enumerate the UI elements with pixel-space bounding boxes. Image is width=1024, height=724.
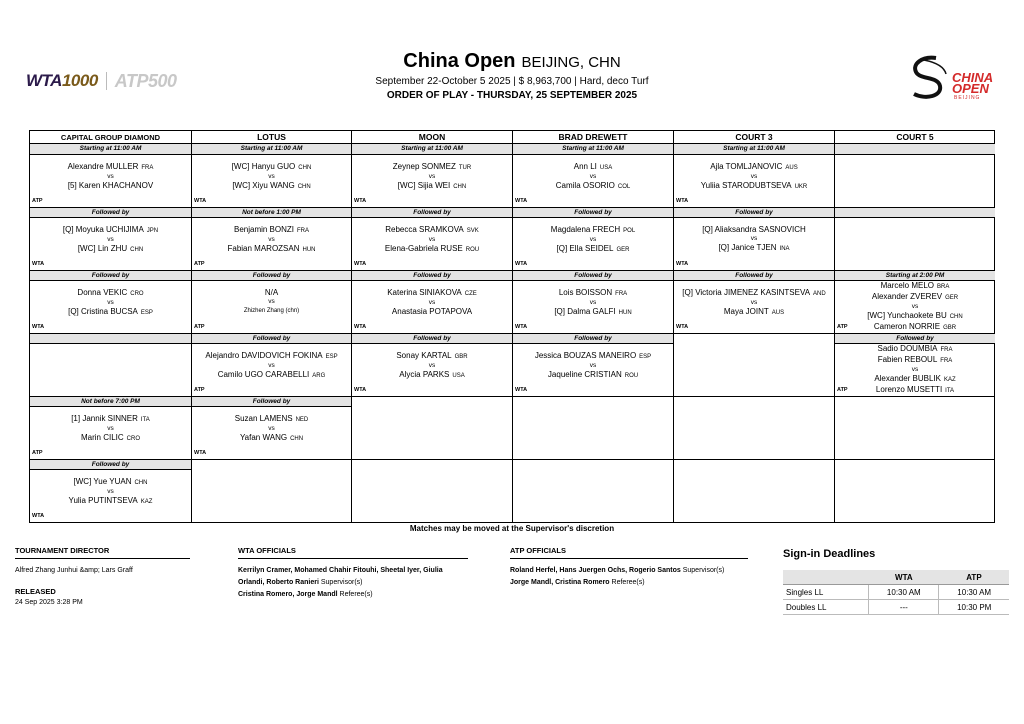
slot-time-bar: Followed by xyxy=(513,270,673,281)
country-code: FRA xyxy=(297,228,310,234)
country-code: ITA xyxy=(140,417,150,423)
atp-supervisor-names: Roland Herfel, Hans Juergen Ochs, Rogerio Santos xyxy=(510,567,681,574)
slot-time-bar: Not before 7:00 PM xyxy=(30,396,191,407)
player-name: [Q] Dalma GALFI xyxy=(554,307,616,316)
singles-match xyxy=(352,351,512,381)
player-line xyxy=(835,374,995,385)
vs-label: vs xyxy=(428,299,436,306)
player-name: N/A xyxy=(264,288,279,297)
player-line xyxy=(513,351,673,362)
country-code: CHN xyxy=(298,165,312,171)
vs-label: vs xyxy=(428,362,436,369)
country-code: JPN xyxy=(146,228,159,234)
player-line xyxy=(192,351,351,362)
empty-cell-divider xyxy=(513,459,673,460)
player-line xyxy=(352,307,512,317)
singles-match xyxy=(352,225,512,255)
player-line xyxy=(30,162,191,173)
signin-title: Sign-in Deadlines xyxy=(783,548,876,560)
atp-referee-role: Referee(s) xyxy=(611,579,645,586)
sponsor-logos xyxy=(26,70,176,92)
country-code: USA xyxy=(599,165,613,171)
player-name: Lois BOISSON xyxy=(558,288,613,297)
player-name: Zeynep SONMEZ xyxy=(392,162,456,171)
signin-row: Doubles LL --- 10:30 PM xyxy=(783,600,1009,615)
slot-time-bar: Followed by xyxy=(192,270,351,281)
wta-supervisor-role: Supervisor(s) xyxy=(320,579,363,586)
player-line xyxy=(674,307,834,318)
china-open-logo: CHINA OPEN BEIJING xyxy=(904,52,1004,102)
court-header: COURT 5 xyxy=(835,131,995,144)
singles-match xyxy=(30,477,191,507)
country-code: KAZ xyxy=(140,499,153,505)
singles-match xyxy=(192,288,351,316)
player-name: Ann LI xyxy=(573,162,597,171)
player-line xyxy=(30,244,191,255)
title-block xyxy=(300,50,724,101)
player-name: Marin CILIC xyxy=(80,433,124,442)
singles-match xyxy=(513,288,673,318)
player-line xyxy=(192,225,351,236)
tour-label: ATP xyxy=(32,450,43,456)
slot-time-bar: Followed by xyxy=(352,333,512,344)
player-name: Ajla TOMLJANOVIC xyxy=(710,162,783,171)
signin-row: Singles LL 10:30 AM 10:30 AM xyxy=(783,585,1009,600)
court-column xyxy=(673,131,834,522)
singles-match xyxy=(352,162,512,192)
slot-time-bar: Followed by xyxy=(513,333,673,344)
player-line xyxy=(352,244,512,255)
singles-match xyxy=(30,225,191,255)
player-line xyxy=(674,225,834,235)
player-name: Alycia PARKS xyxy=(399,370,450,379)
vs-label: vs xyxy=(428,173,436,180)
player-name: Yulia PUTINTSEVA xyxy=(68,496,138,505)
td-names: Alfred Zhang Junhui &amp; Lars Graff xyxy=(15,567,133,574)
player-line xyxy=(192,433,351,444)
player-line xyxy=(513,244,673,255)
player-line xyxy=(513,181,673,192)
player-line xyxy=(192,244,351,255)
empty-cell-divider xyxy=(674,396,834,397)
country-code: HUN xyxy=(302,247,316,253)
td-title: TOURNAMENT DIRECTOR xyxy=(15,546,190,559)
tour-label: WTA xyxy=(676,198,689,204)
country-code: FRA xyxy=(141,165,154,171)
empty-cell-divider xyxy=(352,396,512,397)
doubles-match xyxy=(835,344,995,396)
atp-supervisor-role: Supervisor(s) xyxy=(682,567,725,574)
supervisor-note: Matches may be moved at the Supervisor's discretion xyxy=(409,524,615,533)
country-code: KAZ xyxy=(944,377,956,383)
country-code: GBR xyxy=(454,354,468,360)
tour-label: WTA xyxy=(32,261,45,267)
signin-deadlines xyxy=(783,548,1009,615)
vs-label: vs xyxy=(107,488,114,495)
vs-label: vs xyxy=(268,236,275,243)
country-code: CHN xyxy=(949,314,963,320)
country-code: SVK xyxy=(466,228,479,234)
country-code: CRO xyxy=(130,291,144,297)
tour-label: ATP xyxy=(194,387,205,393)
singles-match xyxy=(192,414,351,444)
vs-label: vs xyxy=(107,425,114,432)
slot-time-bar: Followed by xyxy=(30,459,191,470)
player-name: Zhizhen Zhang (chn) xyxy=(243,308,300,314)
slot-time-bar xyxy=(835,144,995,155)
slot-time-bar xyxy=(30,333,191,344)
tour-label: WTA xyxy=(515,198,528,204)
vs-label: vs xyxy=(268,425,275,432)
slot-time-bar: Followed by xyxy=(674,207,834,218)
order-of-play-grid xyxy=(29,130,995,523)
singles-match xyxy=(513,225,673,255)
tour-label: WTA xyxy=(515,324,528,330)
player-line xyxy=(835,355,995,366)
slot-time-bar: Followed by xyxy=(352,207,512,218)
wta-officials-title: WTA OFFICIALS xyxy=(238,546,468,559)
player-line xyxy=(30,288,191,299)
country-code: GER xyxy=(616,247,630,253)
empty-cell-divider xyxy=(835,459,995,460)
vs-label: vs xyxy=(589,362,597,369)
player-line xyxy=(674,181,834,192)
country-code: FRA xyxy=(940,358,953,364)
empty-cell-divider xyxy=(835,396,995,397)
slot-time-bar: Not before 1:00 PM xyxy=(192,207,351,218)
country-code: ESP xyxy=(140,310,153,316)
vs-label: vs xyxy=(750,235,758,242)
player-name: Donna VEKIC xyxy=(77,288,128,297)
court-header: LOTUS xyxy=(192,131,351,144)
player-line xyxy=(192,181,351,192)
player-name: [1] Jannik SINNER xyxy=(71,414,138,423)
player-line xyxy=(352,370,512,381)
atp-referee-names: Jorge Mandl, Cristina Romero xyxy=(510,579,610,586)
vs-label: vs xyxy=(911,366,919,373)
wta-referee-names: Cristina Romero, Jorge Mandl xyxy=(238,591,338,598)
signin-header-row: WTA ATP xyxy=(783,570,1009,585)
player-name: Lorenzo MUSETTI xyxy=(875,385,943,394)
country-code: CHN xyxy=(453,184,467,190)
tour-label: ATP xyxy=(32,198,43,204)
empty-cell-divider xyxy=(192,459,351,460)
court-header: CAPITAL GROUP DIAMOND xyxy=(30,131,191,144)
tour-label: WTA xyxy=(676,261,689,267)
player-line xyxy=(674,288,834,299)
player-line xyxy=(192,370,351,381)
player-name: Alexander BUBLIK xyxy=(874,374,942,383)
country-code: CRO xyxy=(126,436,141,442)
empty-cell-divider xyxy=(674,459,834,460)
country-code: ESP xyxy=(639,354,652,360)
country-code: ITA xyxy=(945,388,955,394)
slot-time-bar: Starting at 11:00 AM xyxy=(30,144,191,155)
singles-match xyxy=(192,225,351,255)
tour-label: WTA xyxy=(676,324,689,330)
court-column xyxy=(512,131,673,522)
tournament-details: September 22-October 5 2025 | $ 8,963,700 | Hard, deco Turf xyxy=(375,76,649,87)
player-name: Fabien REBOUL xyxy=(877,355,938,364)
court-column xyxy=(351,131,512,522)
player-name: [WC] Xiyu WANG xyxy=(232,181,295,190)
player-line xyxy=(513,288,673,299)
court-column xyxy=(834,131,995,522)
country-code: UKR xyxy=(794,184,808,190)
singles-match xyxy=(674,288,834,318)
tour-label: WTA xyxy=(354,387,367,393)
player-name: Sadio DOUMBIA xyxy=(877,344,938,353)
country-code: BRA xyxy=(937,284,950,290)
slot-time-bar: Followed by xyxy=(513,207,673,218)
vs-label: vs xyxy=(589,236,597,243)
country-code: CHN xyxy=(134,480,148,486)
slot-time-bar: Followed by xyxy=(192,333,351,344)
atp-500-logo: ATP500 xyxy=(114,70,177,91)
tour-label: WTA xyxy=(515,261,528,267)
tour-label: WTA xyxy=(32,513,45,519)
country-code: ROU xyxy=(624,373,639,379)
player-line xyxy=(513,370,673,381)
tour-label: WTA xyxy=(515,387,528,393)
country-code: CHN xyxy=(130,247,144,253)
player-name: Benjamin BONZI xyxy=(233,225,295,234)
tournament-title: China Open BEIJING, CHN xyxy=(403,50,621,72)
vs-label: vs xyxy=(589,299,597,306)
vs-label: vs xyxy=(107,173,114,180)
country-code: CHN xyxy=(297,184,311,190)
slot-time-bar: Starting at 2:00 PM xyxy=(835,270,995,281)
player-line xyxy=(192,162,351,173)
player-name: [Q] Janice TJEN xyxy=(718,243,777,252)
tour-label: WTA xyxy=(354,198,367,204)
player-name: Sonay KARTAL xyxy=(396,351,452,360)
order-of-play-title: ORDER OF PLAY - THURSDAY, 25 SEPTEMBER 2025 xyxy=(386,90,638,101)
slot-time-bar: Starting at 11:00 AM xyxy=(192,144,351,155)
atp-officials-section xyxy=(510,546,748,589)
player-line xyxy=(30,181,191,191)
player-line xyxy=(30,307,191,318)
player-name: Camilo UGO CARABELLI xyxy=(217,370,310,379)
player-line xyxy=(835,292,995,303)
vs-label: vs xyxy=(750,299,758,306)
player-line xyxy=(30,414,191,425)
tour-label: ATP xyxy=(837,387,848,393)
slot-time-bar: Followed by xyxy=(674,270,834,281)
tour-label: ATP xyxy=(194,324,205,330)
country-code: AND xyxy=(813,291,826,297)
player-line xyxy=(835,344,995,355)
singles-match xyxy=(192,162,351,192)
player-name: Marcelo MELO xyxy=(880,281,934,290)
country-code: COL xyxy=(617,184,631,190)
vs-label: vs xyxy=(268,173,275,180)
player-name: [5] Karen KHACHANOV xyxy=(67,181,154,190)
country-code: INA xyxy=(779,246,790,252)
player-name: Camila OSORIO xyxy=(555,181,615,190)
court-column xyxy=(30,131,191,522)
player-name: Rebecca SRAMKOVA xyxy=(385,225,464,234)
singles-match xyxy=(30,414,191,444)
country-code: ROU xyxy=(465,247,480,253)
slot-time-bar: Followed by xyxy=(835,333,995,344)
country-code: TUR xyxy=(458,165,472,171)
player-line xyxy=(674,162,834,173)
tour-label: ATP xyxy=(194,261,205,267)
empty-cell-divider xyxy=(674,333,834,334)
court-header: MOON xyxy=(352,131,512,144)
slot-time-bar: Starting at 11:00 AM xyxy=(513,144,673,155)
player-name: [WC] Lin ZHU xyxy=(77,244,128,253)
logo-divider xyxy=(106,72,107,90)
player-name: [Q] Aliaksandra SASNOVICH xyxy=(702,225,806,234)
player-line xyxy=(30,433,191,444)
atp-officials-title: ATP OFFICIALS xyxy=(510,546,748,559)
slot-time-bar: Starting at 11:00 AM xyxy=(674,144,834,155)
player-name: Alexandre MULLER xyxy=(67,162,139,171)
court-header: BRAD DREWETT xyxy=(513,131,673,144)
vs-label: vs xyxy=(268,362,275,369)
tour-label: WTA xyxy=(194,450,207,456)
released-value: 24 Sep 2025 3:28 PM xyxy=(15,599,83,606)
player-line xyxy=(192,414,351,425)
player-line xyxy=(352,288,512,299)
player-line xyxy=(30,496,191,507)
player-name: [Q] Victoria JIMENEZ KASINTSEVA xyxy=(682,288,811,297)
player-line xyxy=(513,307,673,318)
player-name: [WC] Yue YUAN xyxy=(73,477,132,486)
player-line xyxy=(352,181,512,192)
player-name: Jaqueline CRISTIAN xyxy=(547,370,622,379)
slot-time-bar: Followed by xyxy=(30,270,191,281)
player-name: [WC] Sijia WEI xyxy=(397,181,451,190)
country-code: CHN xyxy=(290,436,304,442)
country-code: USA xyxy=(452,373,465,379)
country-code: ESP xyxy=(325,354,338,360)
slot-time-bar: Followed by xyxy=(30,207,191,218)
player-line xyxy=(352,225,512,236)
singles-match xyxy=(513,162,673,192)
player-name: [WC] Hanyu GUO xyxy=(231,162,296,171)
slot-time-bar: Starting at 11:00 AM xyxy=(352,144,512,155)
vs-label: vs xyxy=(911,303,919,310)
player-name: [Q] Ella SEIDEL xyxy=(556,244,614,253)
singles-match xyxy=(674,162,834,192)
vs-label: vs xyxy=(107,236,114,243)
tour-label: WTA xyxy=(354,261,367,267)
country-code: POL xyxy=(623,228,636,234)
vs-label: vs xyxy=(428,236,436,243)
vs-label: vs xyxy=(107,299,114,306)
player-name: Fabian MAROZSAN xyxy=(227,244,300,253)
player-name: Yafan WANG xyxy=(239,433,288,442)
player-line xyxy=(192,288,351,298)
player-name: Alexander ZVEREV xyxy=(871,292,943,301)
wta-supervisor-names: Kerrilyn Cramer, Mohamed Chahir Fitouhi, Sheetal Iyer, Giulia Orlandi, Roberto Ranieri xyxy=(238,567,443,586)
tournament-director-section xyxy=(15,546,190,606)
tour-label: WTA xyxy=(32,324,45,330)
player-line xyxy=(352,351,512,362)
tour-label: ATP xyxy=(837,324,848,330)
slot-time-bar: Followed by xyxy=(192,396,351,407)
country-code: GER xyxy=(945,295,959,301)
singles-match xyxy=(352,288,512,317)
player-name: Anastasia POTAPOVA xyxy=(391,307,473,316)
court-column xyxy=(191,131,351,522)
vs-label: vs xyxy=(750,173,758,180)
country-code: FRA xyxy=(615,291,628,297)
country-code: AUS xyxy=(785,165,798,171)
player-line xyxy=(835,322,995,333)
player-name: Jessica BOUZAS MANEIRO xyxy=(534,351,637,360)
country-code: AUS xyxy=(771,310,785,316)
player-name: Maya JOINT xyxy=(723,307,769,316)
country-code: HUN xyxy=(618,310,632,316)
country-code: FRA xyxy=(940,347,953,353)
wta-1000-logo: WTA1000 xyxy=(26,71,98,90)
player-line xyxy=(835,281,995,292)
player-name: [WC] Yunchaokete BU xyxy=(867,311,947,320)
vs-label: vs xyxy=(268,298,275,305)
released-title: RELEASED xyxy=(15,587,56,596)
player-line xyxy=(352,162,512,173)
tour-label: WTA xyxy=(354,324,367,330)
player-name: Katerina SINIAKOVA xyxy=(387,288,462,297)
singles-match xyxy=(30,162,191,191)
player-name: Alejandro DAVIDOVICH FOKINA xyxy=(205,351,323,360)
player-name: Cameron NORRIE xyxy=(873,322,941,331)
player-line xyxy=(192,306,351,316)
wta-officials-section xyxy=(238,546,468,601)
singles-match xyxy=(513,351,673,381)
court-header: COURT 3 xyxy=(674,131,834,144)
player-line xyxy=(513,225,673,236)
country-code: NED xyxy=(295,417,309,423)
country-code: ARG xyxy=(312,373,326,379)
slot-time-bar xyxy=(835,207,995,218)
player-name: Suzan LAMENS xyxy=(234,414,293,423)
tour-label: WTA xyxy=(194,198,207,204)
player-name: Magdalena FRECH xyxy=(550,225,621,234)
player-name: [Q] Cristina BUCSA xyxy=(68,307,138,316)
signin-table xyxy=(783,570,1009,615)
player-line xyxy=(674,243,834,254)
doubles-match xyxy=(835,281,995,333)
vs-label: vs xyxy=(589,173,597,180)
player-name: Elena-Gabriela RUSE xyxy=(384,244,463,253)
wta-referee-role: Referee(s) xyxy=(339,591,373,598)
singles-match xyxy=(674,225,834,254)
player-line xyxy=(30,477,191,488)
player-name: [Q] Moyuka UCHIJIMA xyxy=(62,225,144,234)
singles-match xyxy=(192,351,351,381)
player-line xyxy=(513,162,673,173)
empty-cell-divider xyxy=(352,459,512,460)
singles-match xyxy=(30,288,191,318)
player-line xyxy=(30,225,191,236)
slot-time-bar: Followed by xyxy=(352,270,512,281)
player-name: Yuliia STARODUBTSEVA xyxy=(700,181,792,190)
player-line xyxy=(835,385,995,396)
country-code: GBR xyxy=(943,325,957,331)
empty-cell-divider xyxy=(513,396,673,397)
country-code: CZE xyxy=(464,291,477,297)
player-line xyxy=(835,311,995,322)
china-open-swirl-icon xyxy=(904,52,954,102)
